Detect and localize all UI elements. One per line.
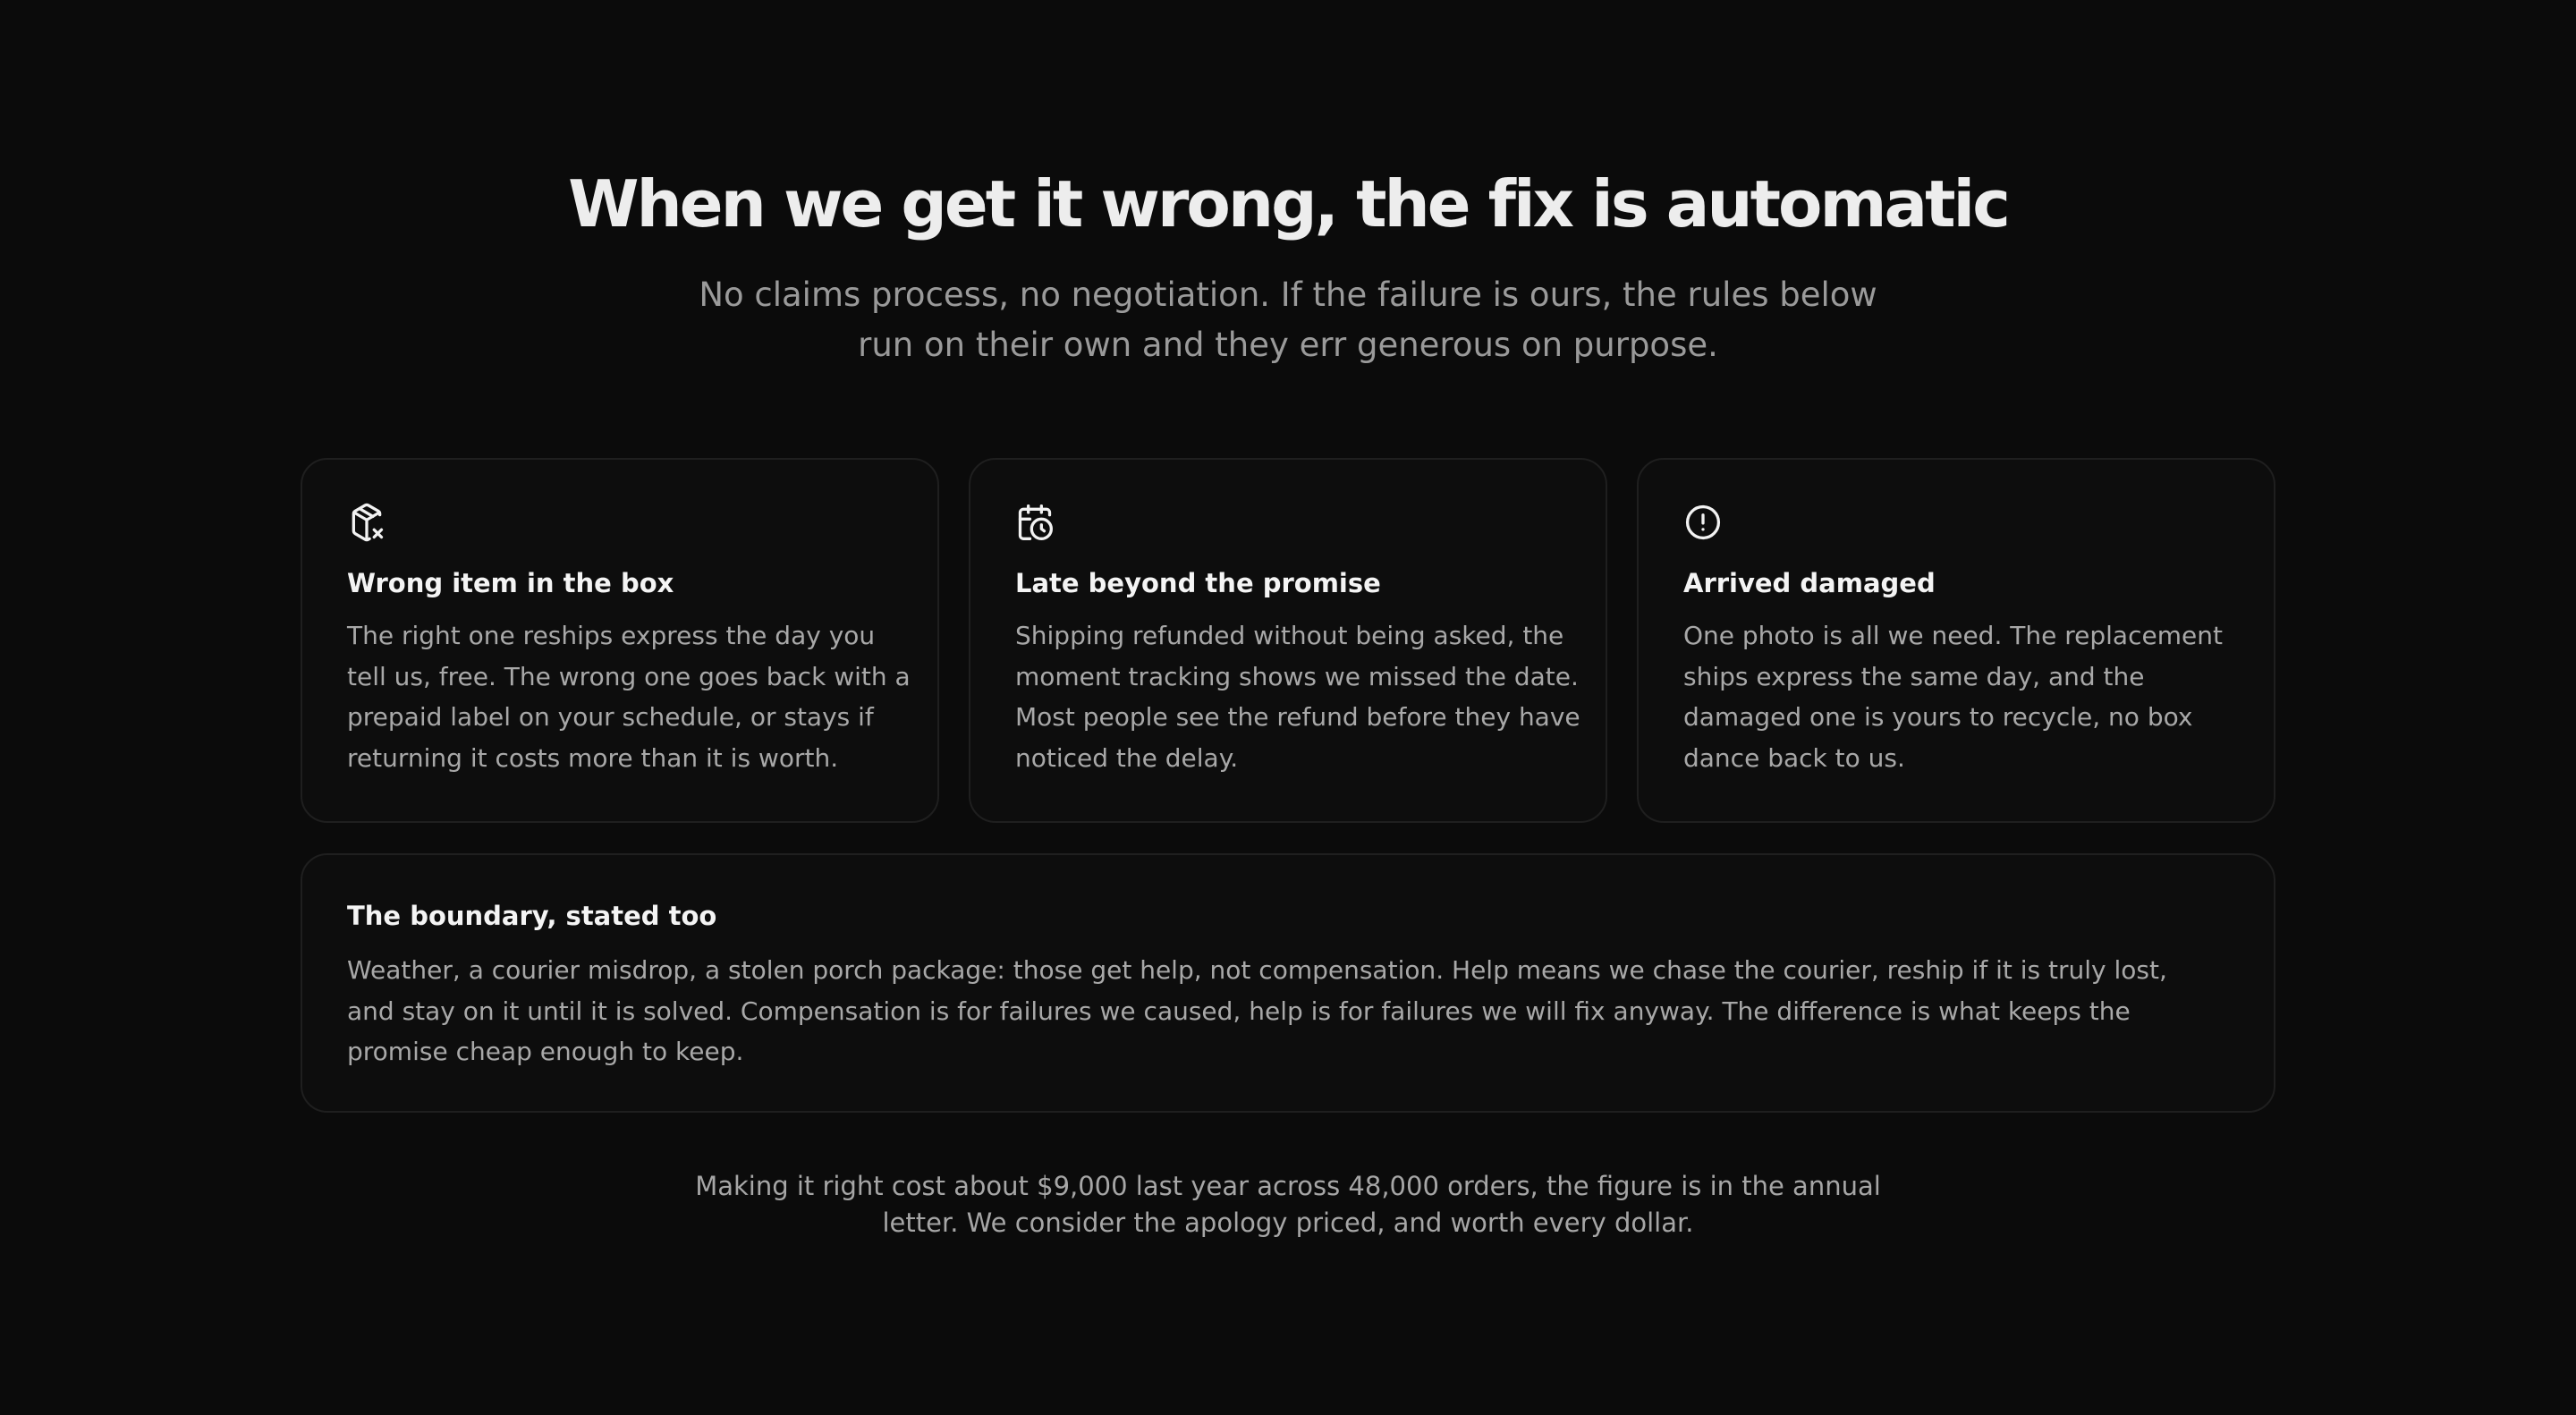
card-title: Late beyond the promise	[1015, 568, 1381, 598]
cost-footnote: Making it right cost about $9,000 last year across 48,000 orders, the figure is in the annual letter. We consider the apology priced, and worth every dollar.	[695, 1171, 1881, 1238]
card-title: Wrong item in the box	[347, 568, 674, 598]
page-subtitle: No claims process, no negotiation. If the failure is ours, the rules below run on their own and they err generous on purpose.	[699, 275, 1877, 364]
boundary-card	[301, 853, 2275, 1113]
card-description: Shipping refunded without being asked, the moment tracking shows we missed the date. Most people see the refund before they have noticed the delay.	[1015, 621, 1580, 773]
calendar-clock-icon	[1015, 503, 1055, 542]
package-x-icon	[347, 503, 386, 542]
page-title: When we get it wrong, the fix is automatic	[568, 166, 2008, 241]
late-delivery-card	[969, 458, 1607, 823]
boundary-title: The boundary, stated too	[347, 901, 717, 931]
card-title: Arrived damaged	[1683, 568, 1936, 598]
card-description: The right one reships express the day you tell us, free. The wrong one goes back with a prepaid label on your schedule, or stays if returning it costs more than it is worth.	[347, 621, 911, 773]
wrong-item-card	[301, 458, 939, 823]
damaged-item-card	[1637, 458, 2275, 823]
alert-circle-icon	[1683, 503, 1723, 542]
boundary-description: Weather, a courier misdrop, a stolen porch package: those get help, not compensation. Help means we chase the courier, reship if it is truly lost, and stay on it until it is solved. Compensation is for failures we caused, help is for failures we will fix anyway. The difference is what keeps the promise cheap enough to keep.	[347, 955, 2167, 1066]
card-description: One photo is all we need. The replacement ships express the same day, and the damaged one is yours to recycle, no box dance back to us.	[1683, 621, 2223, 773]
